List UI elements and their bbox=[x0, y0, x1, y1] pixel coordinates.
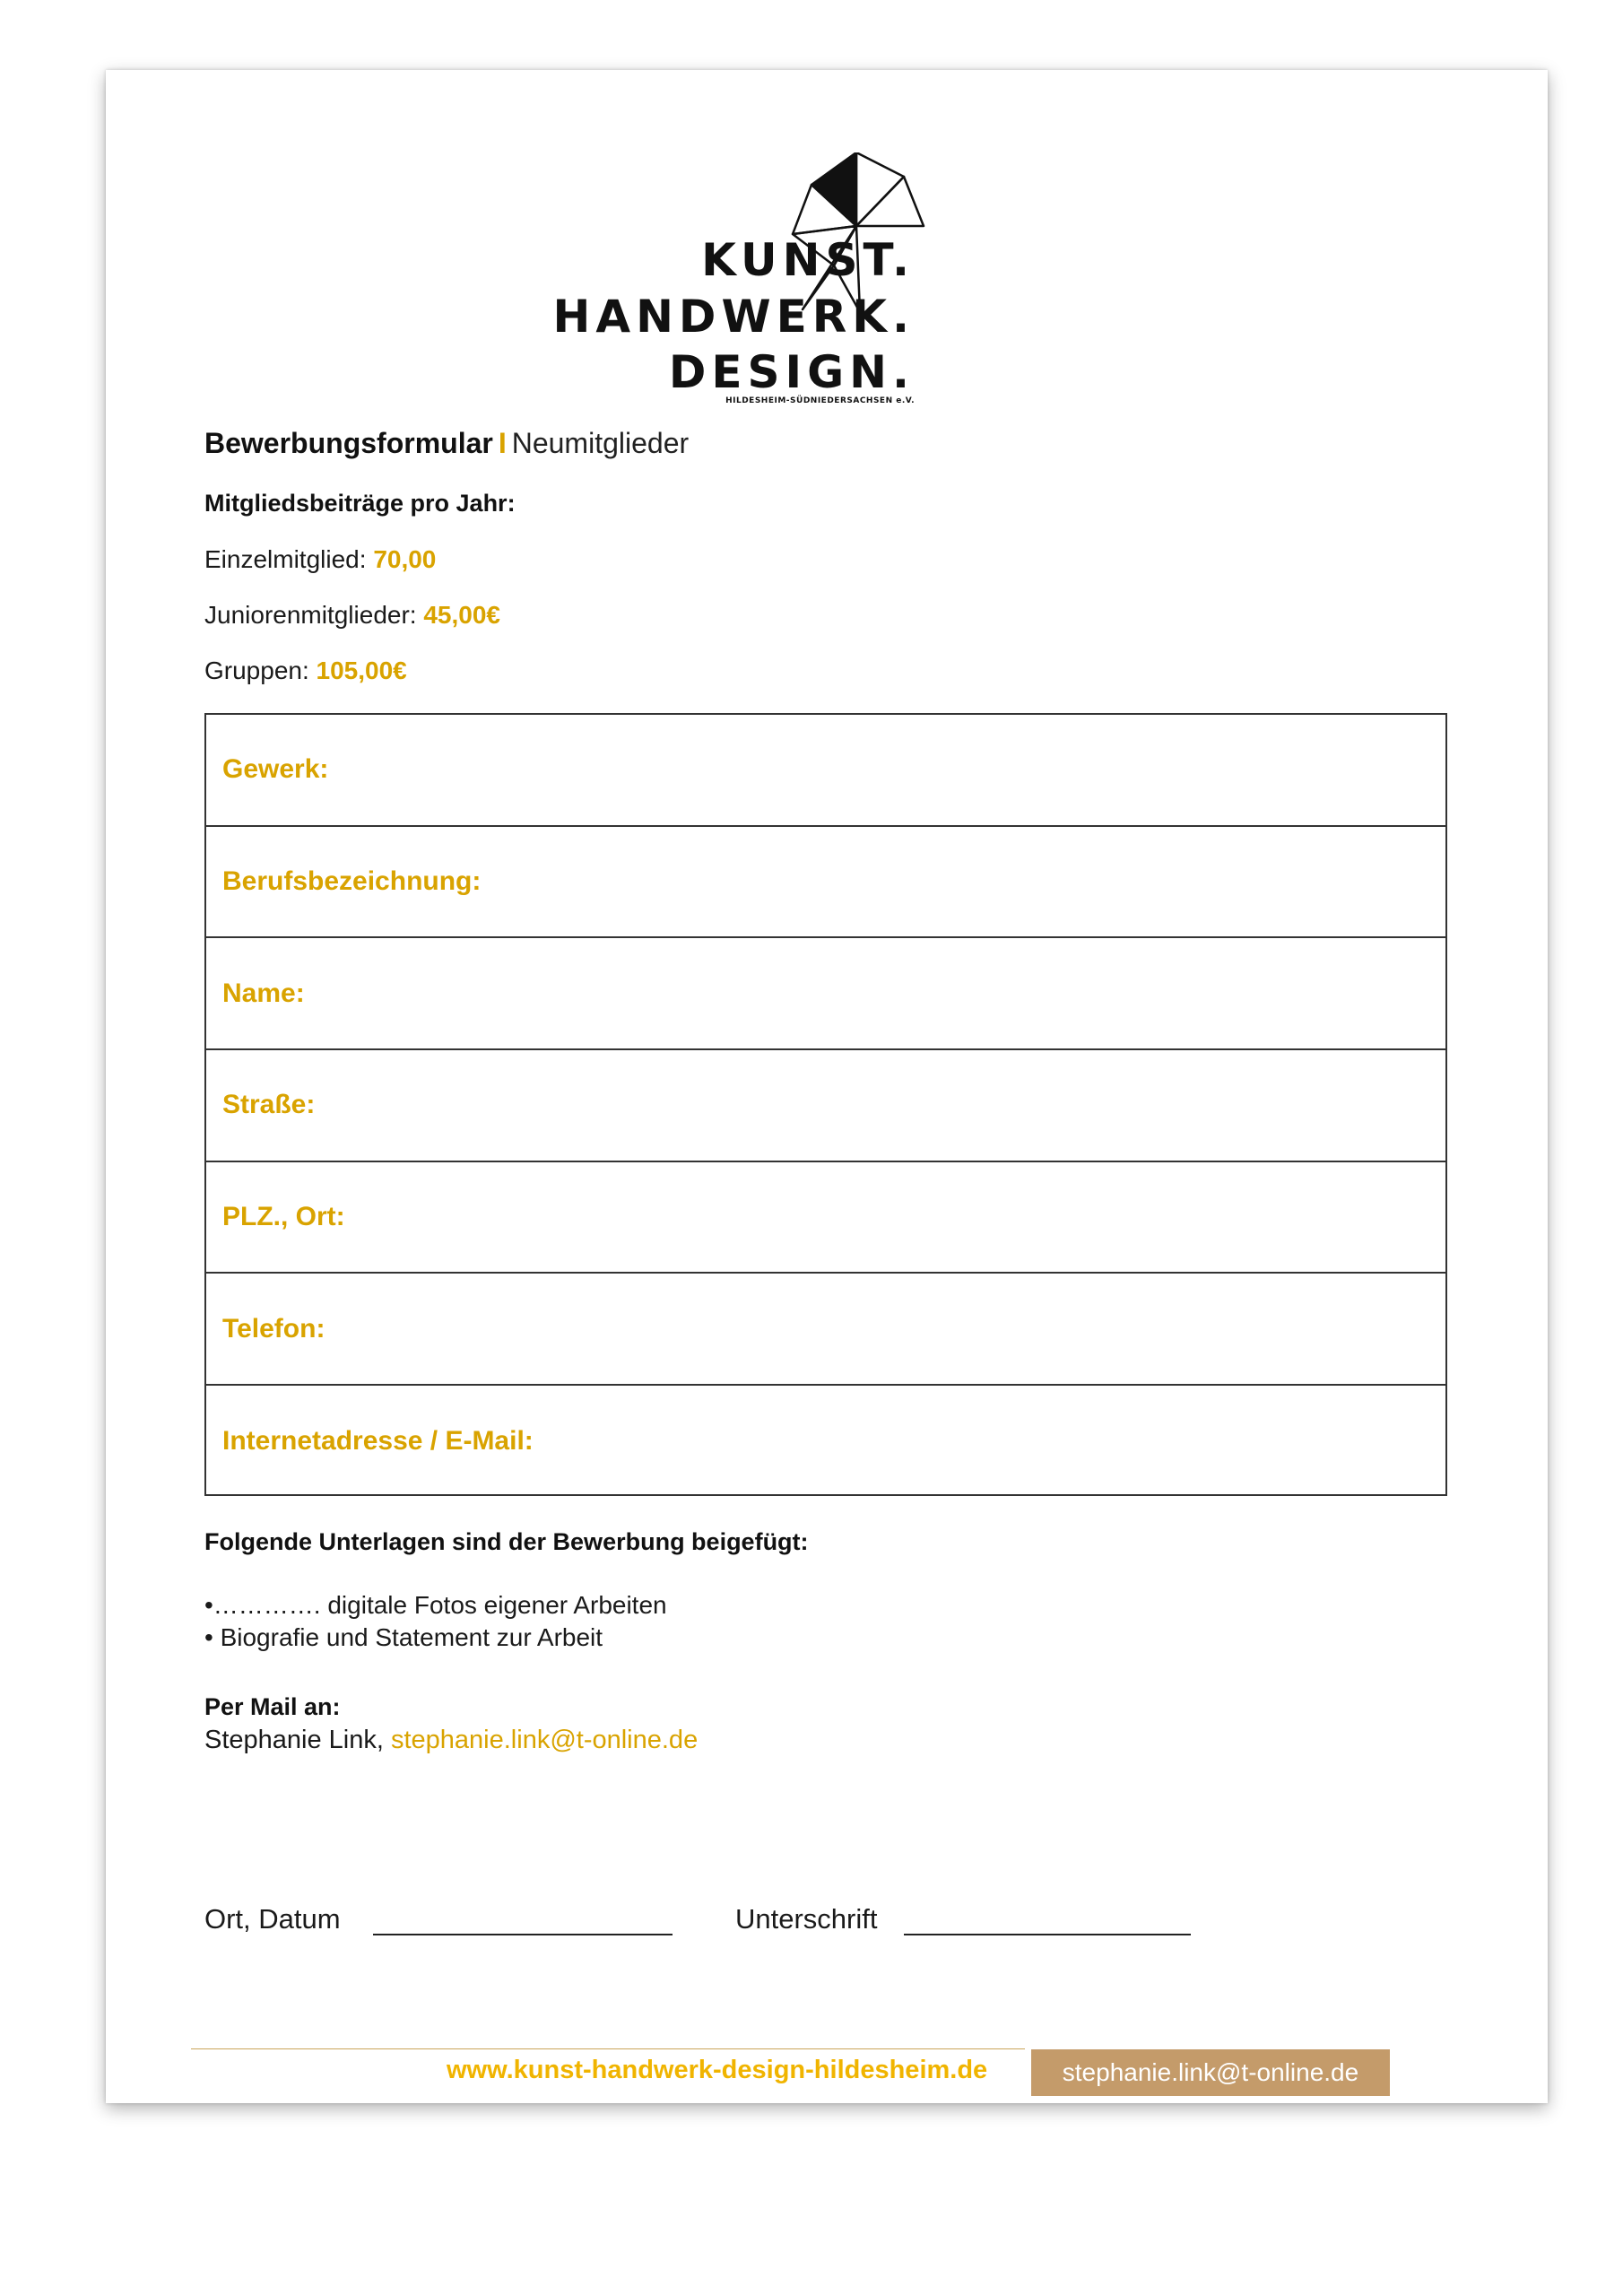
fees-heading: Mitgliedsbeiträge pro Jahr: bbox=[204, 490, 516, 517]
form-field-telefon[interactable]: Telefon: bbox=[206, 1274, 1445, 1386]
logo-text-kunst: KUNST. bbox=[701, 234, 915, 286]
form-field-strasse[interactable]: Straße: bbox=[206, 1050, 1445, 1162]
mail-heading: Per Mail an: bbox=[204, 1693, 341, 1720]
form-field-gewerk[interactable]: Gewerk: bbox=[206, 715, 1445, 827]
mail-contact-email-link[interactable]: stephanie.link@t-online.de bbox=[390, 1726, 699, 1754]
fee-amount: 105,00€ bbox=[316, 657, 407, 684]
form-field-plz-ort[interactable]: PLZ., Ort: bbox=[206, 1162, 1445, 1274]
fee-label: Juniorenmitglieder: bbox=[204, 601, 424, 629]
fee-item-gruppen bbox=[204, 657, 407, 685]
form-field-berufsbezeichnung[interactable]: Berufsbezeichnung: bbox=[206, 827, 1445, 939]
fee-amount: 45,00€ bbox=[423, 601, 500, 629]
mail-contact bbox=[204, 1726, 698, 1755]
logo-text-handwerk: HANDWERK. bbox=[552, 291, 915, 343]
fee-amount: 70,00 bbox=[373, 545, 437, 573]
place-date-line[interactable] bbox=[373, 1934, 673, 1935]
footer-email-badge[interactable]: stephanie.link@t-online.de bbox=[1031, 2049, 1390, 2096]
mail-contact-name: Stephanie Link, bbox=[204, 1726, 391, 1754]
signature-line[interactable] bbox=[904, 1934, 1191, 1935]
application-form-table bbox=[204, 713, 1447, 1496]
footer-divider bbox=[191, 2048, 1025, 2049]
fee-label: Einzelmitglied: bbox=[204, 545, 374, 573]
fee-label: Gruppen: bbox=[204, 657, 317, 684]
form-field-name[interactable]: Name: bbox=[206, 938, 1445, 1050]
documents-item-biography: • Biografie und Statement zur Arbeit bbox=[204, 1623, 603, 1651]
page-title bbox=[204, 427, 689, 460]
fee-item-einzel bbox=[204, 545, 436, 574]
signature-label: Unterschrift bbox=[735, 1903, 878, 1935]
logo-subline: HILDESHEIM-SÜDNIEDERSACHSEN e.V. bbox=[725, 396, 915, 405]
documents-heading: Folgende Unterlagen sind der Bewerbung beigefügt: bbox=[204, 1528, 809, 1555]
form-field-internet-email[interactable]: Internetadresse / E-Mail: bbox=[222, 1426, 534, 1457]
fee-item-junior bbox=[204, 601, 500, 630]
logo-text-design: DESIGN. bbox=[668, 346, 915, 398]
title-separator: I bbox=[498, 427, 507, 459]
documents-item-photos: •…………. digitale Fotos eigener Arbeiten bbox=[204, 1591, 667, 1619]
title-subtitle: Neumitglieder bbox=[511, 427, 690, 459]
footer-website-link[interactable]: www.kunst-handwerk-design-hildesheim.de bbox=[447, 2056, 988, 2084]
title-bold: Bewerbungsformular bbox=[204, 427, 493, 459]
place-date-label: Ort, Datum bbox=[204, 1903, 341, 1935]
document-page bbox=[106, 70, 1548, 2103]
